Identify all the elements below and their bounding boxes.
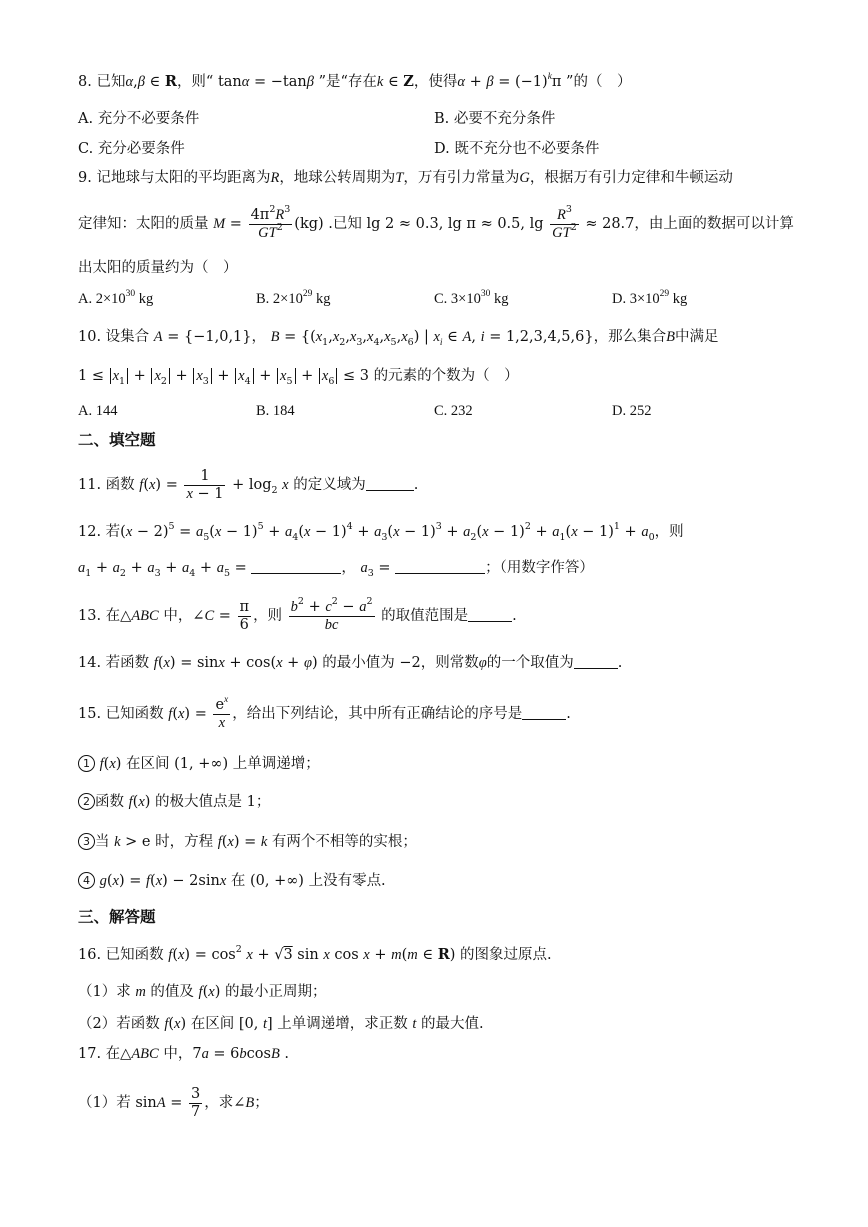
question-12-line2: $a_1 + a_2 + a_3 + a_4 + a_5$ = ， $a_3$ = ；（用数字作答） xyxy=(78,560,594,579)
question-17-stem: 17. 在△ABC 中，7a = 6bcosB . xyxy=(78,1046,290,1062)
q9-option-b: B. $2\times 10^{29}$ kg xyxy=(256,289,331,307)
q9-option-d: D. $3\times 10^{29}$ kg xyxy=(612,289,688,307)
section-heading-solutions: 三、解答题 xyxy=(78,907,156,926)
q8-option-b: B. 必要不充分条件 xyxy=(434,111,556,127)
q8-option-a: A. 充分不必要条件 xyxy=(78,111,200,127)
mass-formula-fraction: $\frac{4\pi^2R^3}{GT^2}$ xyxy=(250,203,291,241)
question-9-line3: 出太阳的质量约为（ ） xyxy=(78,260,238,276)
question-12-line1: 12. 若$(x - 2)^5 = a_5(x - 1)^5 + a_4(x - 1)^4 + a_3(x - 1)^3 + a_2(x - 1)^2 + a_1(x - 1)^1 + a_0$，则 xyxy=(78,521,684,543)
q9-option-a: A. $2\times 10^{30}$ kg xyxy=(78,289,154,307)
question-10-line1: 10. 设集合 A = {−1,0,1}， $B = \{(x_1,x_2,x_3,x_4,x_5,x_6)$ | $x_i$ ∈ A, i = 1,2,3,4,5,6}，那么集合B中满足 xyxy=(78,329,719,348)
q16-part-1: （1）求 m 的值及 f(x) 的最小正周期； xyxy=(78,984,327,1000)
q8-option-d: D. 既不充分也不必要条件 xyxy=(434,141,600,157)
q15-item-4: 4 g(x) = f(x) − 2sinx 在 (0, +∞) 上没有零点. xyxy=(78,871,386,891)
question-9-line2: 定律知：太阳的质量 M = $\frac{4\pi^2R^3}{GT^2}$ (kg) .已知 lg 2 ≈ 0.3, lg π ≈ 0.5, lg $\frac{R^3}{GT^2}$ ≈ 28.7，由上面的数据可以计算 xyxy=(78,203,794,241)
question-15-stem: 15. 已知函数 f(x) = $\frac{e^x}{x}$ ，给出下列结论，其中所有正确结论的序号是 . xyxy=(78,694,571,731)
q10-option-a: A. 144 xyxy=(78,403,118,419)
question-11: 11. 函数 f(x) = $\frac{1}{x - 1}$ + $\log_2 x$ 的定义域为 . xyxy=(78,467,419,502)
q9-option-c: C. $3\times 10^{30}$ kg xyxy=(434,289,509,307)
question-14: 14. 若函数 f(x) = sinx + cos(x + φ) 的最小值为 −2，则常数φ的一个取值为 . xyxy=(78,655,623,671)
question-10-line2: $1 \le x_1 + x_2 + x_3 + x_4 + x_5 + x_6 \le 3$ 的元素的个数为（ ） xyxy=(78,368,519,387)
q17-part-1: （1）若 sinA = $\frac{3}{7}$ ，求∠B； xyxy=(78,1085,269,1120)
q8-option-c: C. 充分必要条件 xyxy=(78,141,185,157)
question-16-stem: 16. 已知函数 $f(x) = \cos^2 x + √3$ sin x cos x + m(m ∈ R) 的图象过原点. xyxy=(78,944,552,963)
section-heading-fill-in: 二、填空题 xyxy=(78,430,156,449)
q10-option-b: B. 184 xyxy=(256,403,295,419)
q15-item-1: 1 f(x) 在区间 (1, +∞) 上单调递增； xyxy=(78,754,320,774)
question-8: 8. 已知α,β ∈ R，则“ tanα = −tanβ ”是“存在k ∈ Z，使得$\alpha + \beta = (-1)^k\pi$ ”的（ ） xyxy=(78,72,632,90)
ratio-fraction: $\frac{R^3}{GT^2}$ xyxy=(552,203,577,241)
q10-option-c: C. 232 xyxy=(434,403,473,419)
q15-item-3: 3 当 k > e 时，方程 f(x) = k 有两个不相等的实根； xyxy=(78,832,417,852)
question-13: 13. 在△ABC 中，∠C = $\frac{\pi}{6}$ ，则 $\frac{b^2 + c^2 - a^2}{bc}$ 的取值范围是 . xyxy=(78,595,517,633)
q10-option-d: D. 252 xyxy=(612,403,652,419)
question-9-line1: 9. 记地球与太阳的平均距离为R，地球公转周期为T，万有引力常量为G，根据万有引力定律和牛顿运动 xyxy=(78,170,733,186)
q16-part-2: （2）若函数 f(x) 在区间 [0, t] 上单调递增，求正数 t 的最大值. xyxy=(78,1016,484,1032)
q15-item-2: 2 函数 f(x) 的极大值点是 1； xyxy=(78,792,270,812)
